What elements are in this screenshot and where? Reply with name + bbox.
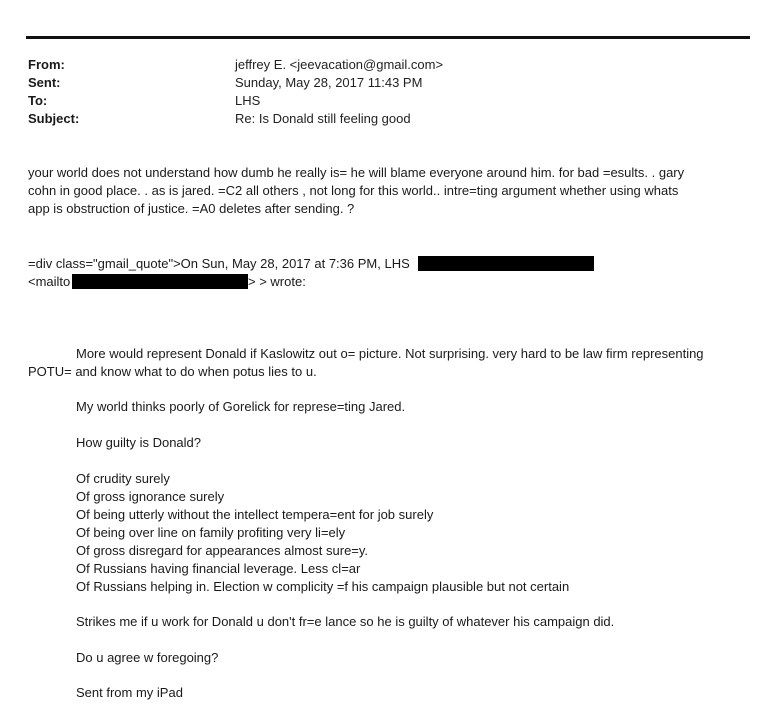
quoted-list-item: Of gross disregard for appearances almost sure=y. bbox=[76, 543, 369, 558]
quoted-p1-line-2: POTU= and know what to do when potus lies to u. bbox=[28, 364, 317, 379]
subject-label: Subject: bbox=[28, 111, 80, 126]
quote-header-line-1: =div class="gmail_quote">On Sun, May 28, 2017 at 7:36 PM, LHS bbox=[28, 256, 410, 271]
sent-label: Sent: bbox=[28, 75, 61, 90]
from-value: jeffrey E. <jeevacation@gmail.com> bbox=[235, 57, 444, 72]
quoted-list-item: Of gross ignorance surely bbox=[76, 489, 225, 504]
redaction-bar bbox=[418, 256, 594, 271]
subject-value: Re: Is Donald still feeling good bbox=[235, 111, 411, 126]
quoted-p4: Strikes me if u work for Donald u don't fr=e lance so he is guilty of whatever his campaign did. bbox=[76, 614, 615, 629]
from-label: From: bbox=[28, 57, 65, 72]
quoted-p5: Do u agree w foregoing? bbox=[76, 650, 219, 665]
quoted-p3: How guilty is Donald? bbox=[76, 435, 202, 450]
quoted-list-item: Of Russians having financial leverage. Less cl=ar bbox=[76, 561, 361, 576]
sent-value: Sunday, May 28, 2017 11:43 PM bbox=[235, 75, 423, 90]
reply-line-2: cohn in good place. . as is jared. =C2 all others , not long for this world.. intre=ting argument whether using whats bbox=[28, 183, 679, 198]
quoted-p2: My world thinks poorly of Gorelick for represe=ting Jared. bbox=[76, 399, 406, 414]
quote-header-wrote: > > wrote: bbox=[248, 274, 306, 289]
redaction-bar bbox=[72, 274, 248, 289]
to-value: LHS bbox=[235, 93, 261, 108]
quoted-list-item: Of Russians helping in. Election w complicity =f his campaign plausible but not certain bbox=[76, 579, 570, 594]
header-divider bbox=[26, 36, 750, 39]
quote-header-mailto: <mailto bbox=[28, 274, 71, 289]
quoted-list-item: Of crudity surely bbox=[76, 471, 170, 486]
reply-line-1: your world does not understand how dumb he really is= he will blame everyone around him. for bad =esults. . gary bbox=[28, 165, 685, 180]
quoted-list-item: Of being utterly without the intellect tempera=ent for job surely bbox=[76, 507, 434, 522]
quoted-signature: Sent from my iPad bbox=[76, 685, 183, 700]
to-label: To: bbox=[28, 93, 48, 108]
reply-line-3: app is obstruction of justice. =A0 deletes after sending. ? bbox=[28, 201, 355, 216]
quoted-list-item: Of being over line on family profiting very li=ely bbox=[76, 525, 346, 540]
quoted-p1-line-1: More would represent Donald if Kaslowitz out o= picture. Not surprising. very hard to be law firm representing bbox=[76, 346, 704, 361]
